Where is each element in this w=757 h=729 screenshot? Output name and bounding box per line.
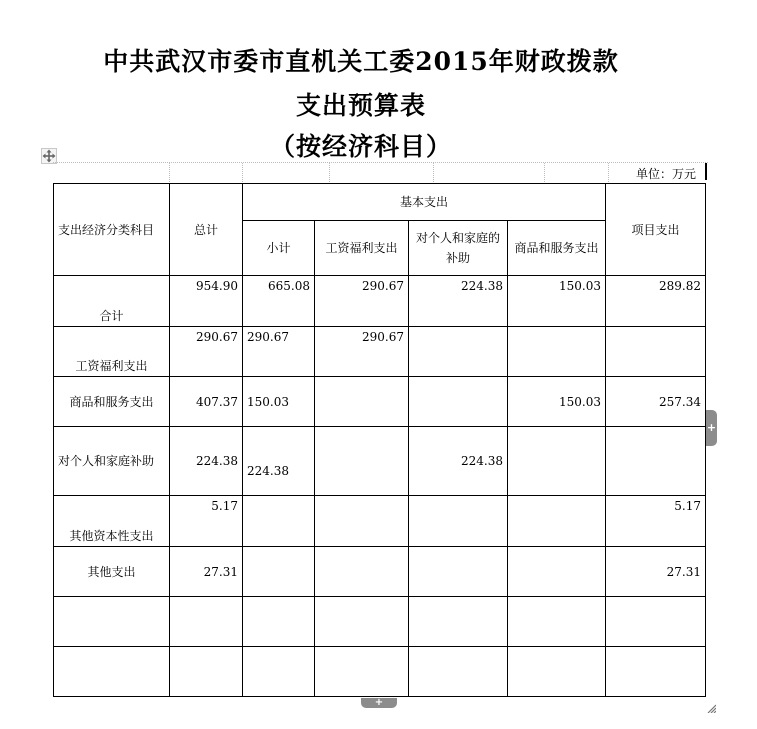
cell-project[interactable] bbox=[606, 327, 706, 377]
cell-goods[interactable] bbox=[508, 547, 606, 597]
budget-table bbox=[53, 183, 706, 697]
cell-subtotal[interactable]: 224.38 bbox=[243, 427, 315, 496]
header-subsidy[interactable]: 对个人和家庭的补助 bbox=[409, 221, 508, 276]
unit-label: 单位：万元 bbox=[635, 167, 696, 181]
cell-total[interactable]: 407.37 bbox=[170, 377, 243, 427]
cell-goods[interactable] bbox=[508, 327, 606, 377]
cell-subtotal[interactable]: 150.03 bbox=[243, 377, 315, 427]
empty-cell[interactable] bbox=[315, 647, 409, 697]
cell-goods[interactable] bbox=[508, 496, 606, 547]
unit-row bbox=[53, 162, 708, 184]
add-column-button[interactable]: + bbox=[706, 410, 717, 446]
table-row bbox=[54, 377, 706, 427]
cell-subsidy[interactable]: 224.38 bbox=[409, 276, 508, 327]
cell-project[interactable] bbox=[606, 427, 706, 496]
table-row-empty bbox=[54, 597, 706, 647]
resize-corner-icon bbox=[706, 703, 716, 713]
cell-subsidy[interactable] bbox=[409, 547, 508, 597]
row-label[interactable]: 其他支出 bbox=[54, 547, 170, 597]
empty-cell[interactable] bbox=[606, 647, 706, 697]
cell-subsidy[interactable] bbox=[409, 377, 508, 427]
empty-cell[interactable] bbox=[170, 647, 243, 697]
document-title-line1: 中共武汉市委市直机关工委2015年财政拨款 bbox=[103, 47, 619, 76]
empty-cell[interactable] bbox=[54, 647, 170, 697]
ruler-tick bbox=[169, 163, 170, 184]
cell-project[interactable]: 5.17 bbox=[606, 496, 706, 547]
empty-cell[interactable] bbox=[54, 597, 170, 647]
table-row bbox=[54, 276, 706, 327]
empty-cell[interactable] bbox=[606, 597, 706, 647]
ruler-tick bbox=[329, 163, 330, 184]
cell-project[interactable]: 289.82 bbox=[606, 276, 706, 327]
cell-subtotal[interactable]: 665.08 bbox=[243, 276, 315, 327]
cell-subsidy[interactable]: 224.38 bbox=[409, 427, 508, 496]
cell-wages[interactable] bbox=[315, 427, 409, 496]
header-project[interactable]: 项目支出 bbox=[606, 184, 706, 276]
cell-subsidy[interactable] bbox=[409, 496, 508, 547]
cell-wages[interactable]: 290.67 bbox=[315, 276, 409, 327]
cell-goods[interactable]: 150.03 bbox=[508, 377, 606, 427]
empty-cell[interactable] bbox=[315, 597, 409, 647]
empty-cell[interactable] bbox=[170, 597, 243, 647]
cell-total[interactable]: 290.67 bbox=[170, 327, 243, 377]
cell-subtotal[interactable] bbox=[243, 496, 315, 547]
cell-goods[interactable] bbox=[508, 427, 606, 496]
table-row bbox=[54, 427, 706, 496]
cell-total[interactable]: 954.90 bbox=[170, 276, 243, 327]
row-label[interactable]: 合计 bbox=[54, 276, 170, 327]
document-title-line3: （按经济科目） bbox=[269, 132, 452, 161]
cell-wages[interactable]: 290.67 bbox=[315, 327, 409, 377]
header-total[interactable]: 总计 bbox=[170, 184, 243, 276]
cell-total[interactable]: 5.17 bbox=[170, 496, 243, 547]
ruler-tick bbox=[242, 163, 243, 184]
cell-wages[interactable] bbox=[315, 496, 409, 547]
cell-total[interactable]: 224.38 bbox=[170, 427, 243, 496]
empty-cell[interactable] bbox=[508, 597, 606, 647]
row-label[interactable]: 工资福利支出 bbox=[54, 327, 170, 377]
header-category[interactable]: 支出经济分类科目 bbox=[54, 184, 170, 276]
table-row bbox=[54, 547, 706, 597]
ruler-tick bbox=[608, 163, 609, 184]
row-label[interactable]: 商品和服务支出 bbox=[54, 377, 170, 427]
cell-subtotal[interactable] bbox=[243, 547, 315, 597]
table-resize-handle[interactable] bbox=[706, 698, 716, 708]
ruler-tick bbox=[433, 163, 434, 184]
cell-wages[interactable] bbox=[315, 547, 409, 597]
empty-cell[interactable] bbox=[243, 597, 315, 647]
table-row-empty bbox=[54, 647, 706, 697]
add-row-button[interactable]: + bbox=[361, 698, 397, 708]
header-goods[interactable]: 商品和服务支出 bbox=[508, 221, 606, 276]
cell-goods[interactable]: 150.03 bbox=[508, 276, 606, 327]
cell-subsidy[interactable] bbox=[409, 327, 508, 377]
empty-cell[interactable] bbox=[243, 647, 315, 697]
ruler-tick bbox=[544, 163, 545, 184]
table-row bbox=[54, 496, 706, 547]
table-row bbox=[54, 327, 706, 377]
document-title-line2: 支出预算表 bbox=[295, 91, 426, 120]
empty-cell[interactable] bbox=[409, 597, 508, 647]
empty-cell[interactable] bbox=[508, 647, 606, 697]
cell-wages[interactable] bbox=[315, 377, 409, 427]
header-wages[interactable]: 工资福利支出 bbox=[315, 221, 409, 276]
cell-project[interactable]: 27.31 bbox=[606, 547, 706, 597]
empty-cell[interactable] bbox=[409, 647, 508, 697]
header-subtotal[interactable]: 小计 bbox=[243, 221, 315, 276]
row-label[interactable]: 对个人和家庭补助 bbox=[54, 427, 170, 496]
cell-project[interactable]: 257.34 bbox=[606, 377, 706, 427]
header-basic[interactable]: 基本支出 bbox=[243, 184, 606, 221]
cell-total[interactable]: 27.31 bbox=[170, 547, 243, 597]
row-label[interactable]: 其他资本性支出 bbox=[54, 496, 170, 547]
text-cursor bbox=[705, 163, 707, 180]
cell-subtotal[interactable]: 290.67 bbox=[243, 327, 315, 377]
